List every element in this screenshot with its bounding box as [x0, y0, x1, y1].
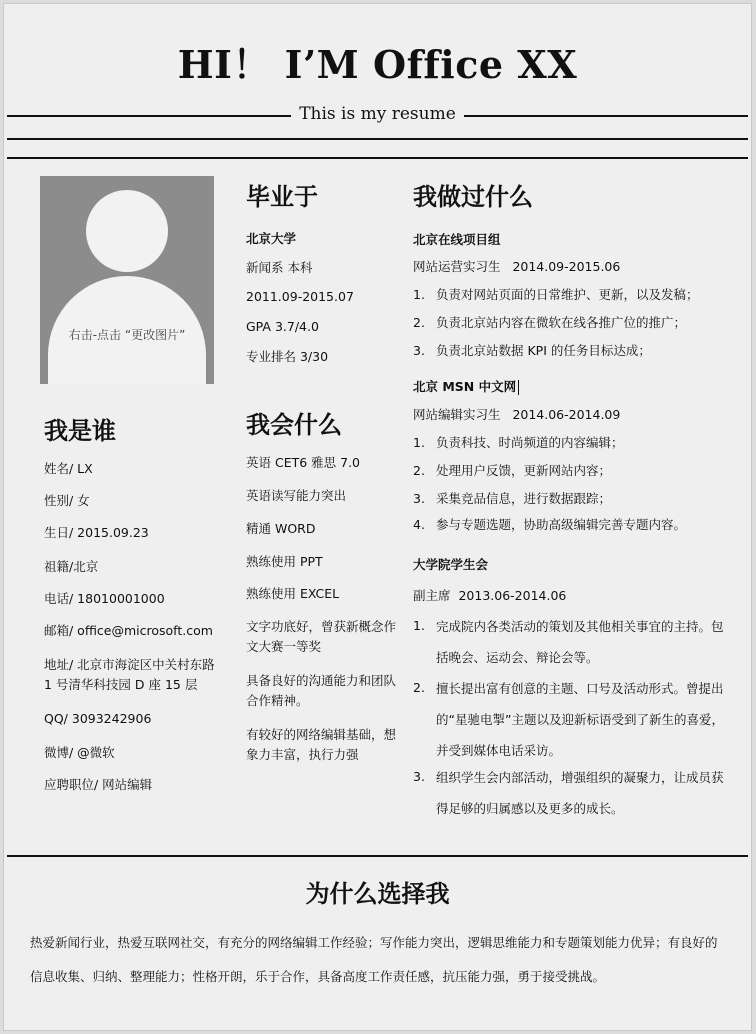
skill-item: 文字功底好，曾获新概念作文大赛一等奖	[246, 619, 397, 654]
job-org-text: 北京 MSN 中文网	[413, 379, 517, 394]
job-period: 2013.06-2014.06	[458, 588, 567, 603]
who-gender: 性别/ 女	[44, 493, 90, 508]
duty-number: 2.	[413, 680, 425, 695]
skill-item: 熟练使用 EXCEL	[246, 586, 340, 601]
duty-text: 处理用户反馈，更新网站内容；	[436, 463, 612, 478]
job-role	[413, 257, 620, 277]
who-address: 地址/ 北京市海淀区中关村东路 1 号清华科技园 D 座 15 层	[44, 657, 215, 692]
duty-text: 参与专题选题，协助高级编辑完善专题内容。	[436, 517, 687, 532]
header-divider-2	[7, 157, 748, 159]
duty-number: 3.	[413, 769, 425, 784]
job-role-title: 副主席	[413, 588, 451, 603]
skill-item: 英语 CET6 雅思 7.0	[246, 455, 361, 470]
duty-text: 负责科技、时尚频道的内容编辑；	[436, 435, 624, 450]
duty-number: 3.	[413, 343, 425, 358]
subtitle-text: This is my resume	[291, 104, 464, 124]
skill-item: 有较好的网络编辑基础，想象力丰富，执行力强	[246, 727, 397, 762]
duty-number: 2.	[413, 463, 425, 478]
who-name: 姓名/ LX	[44, 461, 93, 476]
who-qq: QQ/ 3093242906	[44, 711, 152, 726]
job-period: 2014.06-2014.09	[512, 407, 621, 422]
education-period: 2011.09-2015.07	[246, 289, 354, 304]
duty-number: 2.	[413, 315, 425, 330]
duty-text: 擅长提出富有创意的主题、口号及活动形式。曾提出的“星驰电掣”主题以及迎新标语受到了新生的喜爱，并受到媒体电话采访。	[436, 681, 724, 758]
header-divider-1	[7, 138, 748, 140]
duty-text: 负责对网站页面的日常维护、更新，以及发稿；	[436, 287, 699, 302]
duty-number: 3.	[413, 491, 425, 506]
avatar-head-shape	[86, 190, 168, 272]
duty-number: 1.	[413, 435, 425, 450]
education-major: 新闻系 本科	[246, 260, 313, 275]
who-birthday: 生日/ 2015.09.23	[44, 525, 149, 540]
skill-item: 具备良好的沟通能力和团队合作精神。	[246, 673, 397, 708]
subtitle	[4, 104, 751, 124]
why-divider	[7, 855, 748, 857]
why-paragraph: 热爱新闻行业，热爱互联网社交，有充分的网络编辑工作经验；写作能力突出，逻辑思维能力和专题策划能力优异；有良好的信息收集、归纳、整理能力；性格开朗，乐于合作，具备高度工作责任感，抗压能力强，勇于接受挑战。	[30, 935, 718, 984]
subtitle-row	[4, 104, 751, 126]
heading-who: 我是谁	[44, 417, 116, 445]
duty-text: 组织学生会内部活动，增强组织的凝聚力，让成员获得足够的归属感以及更多的成长。	[436, 770, 724, 816]
skill-item: 熟练使用 PPT	[246, 554, 323, 569]
who-phone: 电话/ 18010001000	[44, 591, 165, 606]
skill-item: 精通 WORD	[246, 521, 316, 536]
photo-caption: 右击-点击 “更改图片”	[68, 328, 186, 342]
text-cursor	[518, 380, 519, 395]
duty-number: 4.	[413, 517, 425, 532]
who-weibo: 微博/ @微软	[44, 745, 115, 760]
heading-why: 为什么选择我	[305, 880, 450, 908]
duty-text: 完成院内各类活动的策划及其他相关事宜的主持。包括晚会、运动会、辩论会等。	[436, 619, 724, 665]
duty-number: 1.	[413, 287, 425, 302]
job-org	[413, 377, 519, 397]
heading-experience: 我做过什么	[413, 183, 533, 211]
resume-page	[3, 3, 752, 1031]
education-rank: 专业排名 3/30	[246, 349, 329, 364]
who-email: 邮箱/ office@microsoft.com	[44, 623, 213, 638]
job-role-title: 网站编辑实习生	[413, 407, 501, 422]
heading-education: 毕业于	[246, 183, 318, 211]
duty-number: 1.	[413, 618, 425, 633]
job-role-title: 网站运营实习生	[413, 259, 501, 274]
job-role	[413, 586, 566, 606]
job-role	[413, 405, 620, 425]
duty-text: 负责北京站内容在微软在线各推广位的推广；	[436, 315, 687, 330]
heading-skills: 我会什么	[246, 411, 342, 439]
resume-title: HI！ I’M Office XX	[177, 42, 578, 87]
duty-text: 采集竞品信息，进行数据跟踪；	[436, 491, 612, 506]
duty-text: 负责北京站数据 KPI 的任务目标达成；	[436, 343, 651, 358]
education-school: 北京大学	[246, 231, 297, 246]
who-position: 应聘职位/ 网站编辑	[44, 777, 153, 792]
job-org: 大学院学生会	[413, 557, 489, 572]
profile-photo-placeholder[interactable]	[40, 176, 214, 384]
who-origin: 祖籍/北京	[44, 559, 99, 574]
job-org: 北京在线项目组	[413, 232, 501, 247]
job-period: 2014.09-2015.06	[512, 259, 621, 274]
skill-item: 英语读写能力突出	[246, 488, 347, 503]
education-gpa: GPA 3.7/4.0	[246, 319, 319, 334]
